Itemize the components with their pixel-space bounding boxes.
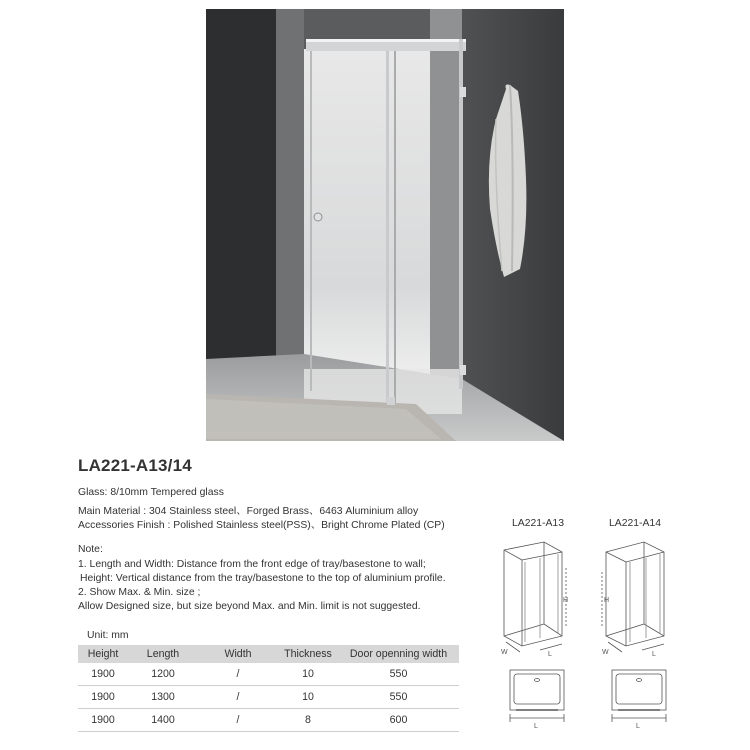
cell: 8: [278, 709, 338, 732]
table-unit: Unit: mm: [87, 630, 129, 641]
spec-material: Main Material : 304 Stainless steel、Forged Brass、6463 Aluminium alloy: [78, 506, 419, 517]
spec-glass: Glass: 8/10mm Tempered glass: [78, 487, 224, 498]
table-row: [78, 686, 459, 709]
dim-w-label: W: [602, 649, 609, 656]
door-handle: [314, 213, 322, 221]
diagram-a13-plan: [506, 668, 568, 730]
shower-enclosure-3d-icon: [500, 538, 570, 658]
note-heading: Note:: [78, 544, 103, 555]
cell: 1200: [128, 663, 198, 686]
dim-l-label: L: [652, 651, 656, 658]
dim-h-label: H: [563, 597, 569, 604]
table-row: [78, 709, 459, 732]
diagram-a14-3d: [600, 538, 670, 658]
tray-plan-icon: [608, 668, 670, 730]
diagram-a13-label: LA221-A13: [512, 518, 564, 529]
header-height: Height: [78, 645, 128, 663]
product-photo: [206, 9, 564, 441]
note-line: 2. Show Max. & Min. size ;: [78, 587, 201, 598]
cell: 550: [338, 686, 459, 709]
header-length: Length: [128, 645, 198, 663]
table-row: [78, 663, 459, 686]
cell: 10: [278, 663, 338, 686]
dim-l-label: L: [636, 723, 640, 730]
cell: /: [198, 663, 278, 686]
diagram-a13-3d: [500, 538, 570, 658]
cell: /: [198, 709, 278, 732]
cell: 10: [278, 686, 338, 709]
spec-finish: Accessories Finish : Polished Stainless steel(PSS)、Bright Chrome Plated (CP): [78, 520, 445, 531]
dim-h-label: H: [604, 597, 610, 604]
note-line: Height: Vertical distance from the tray/basestone to the top of aluminium profile.: [80, 573, 446, 584]
shower-enclosure-3d-icon: [600, 538, 670, 658]
cell: 1300: [128, 686, 198, 709]
header-thickness: Thickness: [278, 645, 338, 663]
cell: 1900: [78, 663, 128, 686]
dim-l-label: L: [534, 723, 538, 730]
diagram-a14-label: LA221-A14: [609, 518, 661, 529]
note-line: 1. Length and Width: Distance from the front edge of tray/basestone to wall;: [78, 559, 426, 570]
cell: /: [198, 686, 278, 709]
dim-w-label: W: [501, 649, 508, 656]
cell: 600: [338, 709, 459, 732]
header-door-opening-width: Door openning width: [338, 645, 459, 663]
cell: 1900: [78, 709, 128, 732]
dim-l-label: L: [548, 651, 552, 658]
size-table: [78, 645, 459, 732]
shower-enclosure-photo: [206, 9, 564, 441]
header-width: Width: [198, 645, 278, 663]
table-header-row: [78, 645, 459, 663]
tray-plan-icon: [506, 668, 568, 730]
product-model-title: LA221-A13/14: [78, 456, 192, 475]
cell: 550: [338, 663, 459, 686]
diagram-a14-plan: [608, 668, 670, 730]
note-line: Allow Designed size, but size beyond Max. and Min. limit is not suggested.: [78, 601, 421, 612]
cell: 1400: [128, 709, 198, 732]
cell: 1900: [78, 686, 128, 709]
